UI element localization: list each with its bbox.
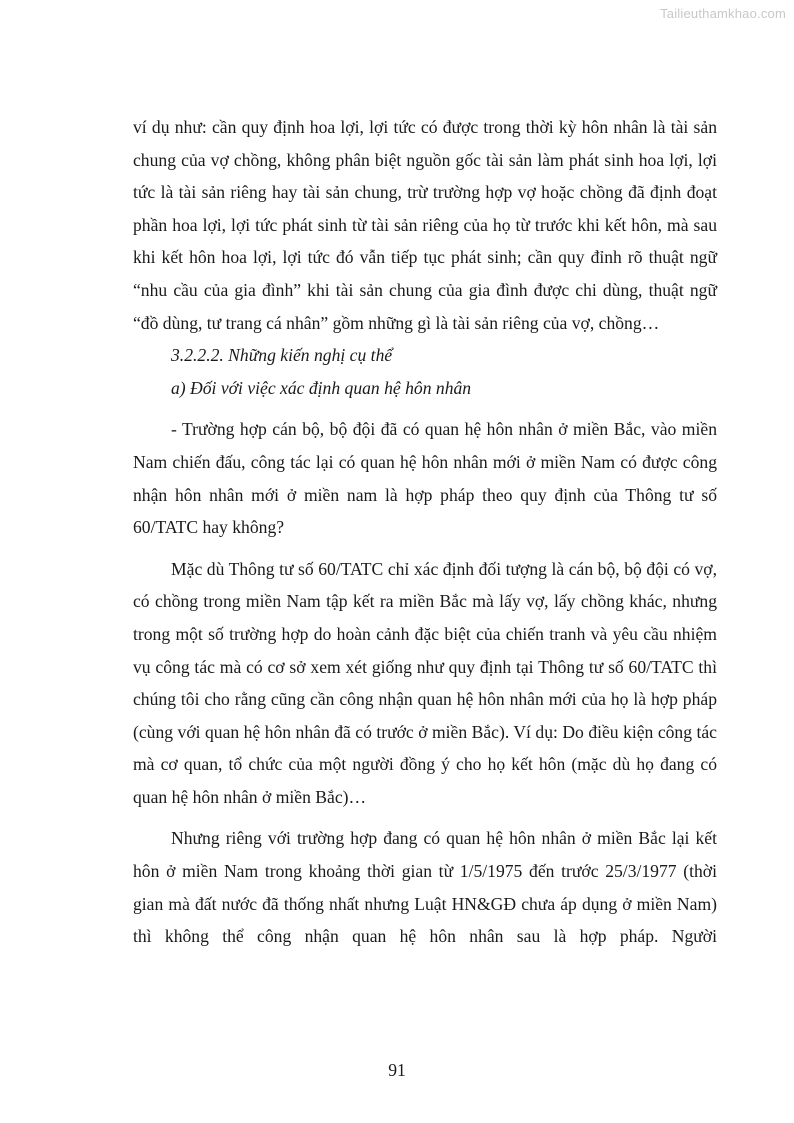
document-body bbox=[133, 111, 717, 953]
page-number: 91 bbox=[388, 1060, 406, 1080]
watermark-text: Tailieuthamkhao.com bbox=[660, 6, 786, 21]
paragraph-continuation: ví dụ như: cần quy định hoa lợi, lợi tức có được trong thời kỳ hôn nhân là tài sản chung của vợ chồng, không phân biệt nguồn gốc tài sản làm phát sinh hoa lợi, lợi tức là tài sản riêng hay tài sản chung, trừ trường hợp vợ hoặc chồng đã định đoạt phần hoa lợi, lợi tức phát sinh từ tài sản riêng của họ từ trước khi kết hôn, mà sau khi kết hôn hoa lợi, lợi tức đó vẫn tiếp tục phát sinh; cần quy đỉnh rõ thuật ngữ “nhu cầu của gia đình” khi tài sản chung của gia đình được chi dùng, thuật ngữ “đồ dùng, tư trang cá nhân” gồm những gì là tài sản riêng của vợ, chồng… bbox=[133, 117, 717, 333]
section-heading: 3.2.2.2. Những kiến nghị cụ thể bbox=[171, 345, 393, 366]
paragraph-question: - Trường hợp cán bộ, bộ đội đã có quan hệ hôn nhân ở miền Bắc, vào miền Nam chiến đấu, công tác lại có quan hệ hôn nhân mới ở miền Nam có được công nhận hôn nhân mới ở miền nam là hợp pháp theo quy định của Thông tư số 60/TATC hay không? bbox=[133, 419, 717, 538]
subsection-heading: a) Đối với việc xác định quan hệ hôn nhân bbox=[171, 377, 472, 398]
paragraph-exception: Nhưng riêng với trường hợp đang có quan hệ hôn nhân ở miền Bắc lại kết hôn ở miền Nam trong khoảng thời gian từ 1/5/1975 đến trước 25/3/1977 (thời gian mà đất nước đã thống nhất nhưng Luật HN&GĐ chưa áp dụng ở miền Nam) thì không thể công nhận quan hệ hôn nhân sau là hợp pháp. Người bbox=[133, 828, 717, 947]
paragraph-argument: Mặc dù Thông tư số 60/TATC chỉ xác định đối tượng là cán bộ, bộ đội có vợ, có chồng trong miền Nam tập kết ra miền Bắc mà lấy vợ, lấy chồng khác, nhưng trong một số trường hợp do hoàn cảnh đặc biệt của chiến tranh và yêu cầu nhiệm vụ công tác mà có cơ sở xem xét giống như quy định tại Thông tư số 60/TATC thì chúng tôi cho rằng cũng cần công nhận quan hệ hôn nhân mới của họ là hợp pháp (cùng với quan hệ hôn nhân đã có trước ở miền Bắc). Ví dụ: Do điều kiện công tác mà cơ quan, tổ chức của một người đồng ý cho họ kết hôn (mặc dù họ đang có quan hệ hôn nhân ở miền Bắc)… bbox=[133, 558, 717, 807]
